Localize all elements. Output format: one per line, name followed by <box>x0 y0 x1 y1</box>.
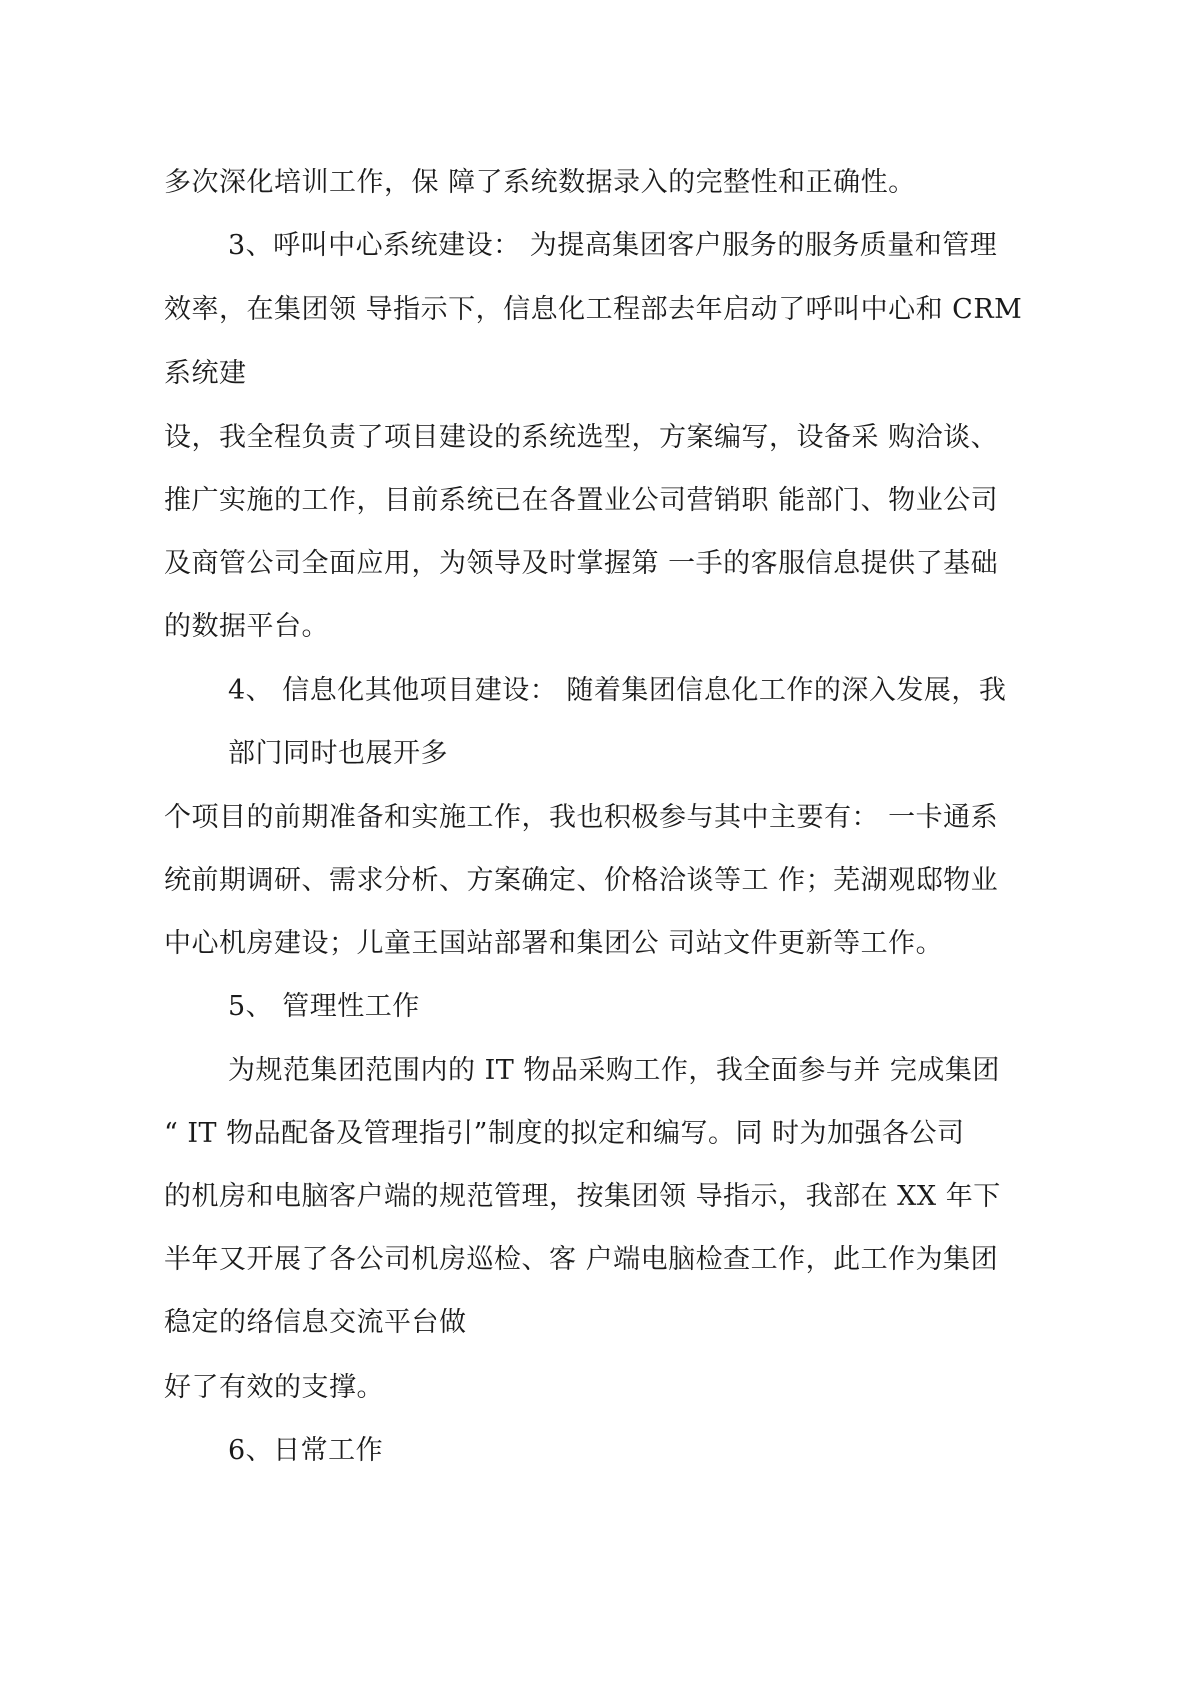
text-line: 稳定的络信息交流平台做 <box>164 1307 467 1338</box>
text-line: 半年又开展了各公司机房巡检、客 户端电脑检查工作，此工作为集团 <box>164 1244 999 1275</box>
text-line: “ IT 物品配备及管理指引”制度的拟定和编写。同 时为加强各公司 <box>164 1118 965 1149</box>
text-line: 3、呼叫中心系统建设： 为提高集团客户服务的服务质量和管理 <box>228 230 998 261</box>
text-line: 推广实施的工作，目前系统已在各置业公司营销职 能部门、物业公司 <box>164 485 999 516</box>
text-line: 4、 信息化其他项目建设： 随着集团信息化工作的深入发展，我 <box>228 675 1007 706</box>
text-line: 好了有效的支撑。 <box>164 1372 384 1403</box>
text-line: 中心机房建设；儿童王国站部署和集团公 司站文件更新等工作。 <box>164 928 944 959</box>
text-line: 个项目的前期准备和实施工作，我也积极参与其中主要有： 一卡通系 <box>164 802 999 833</box>
text-line: 系统建 <box>164 358 247 389</box>
text-line: 6、日常工作 <box>228 1435 384 1466</box>
text-line: 多次深化培训工作，保 障了系统数据录入的完整性和正确性。 <box>164 167 916 198</box>
text-line: 效率，在集团领 导指示下，信息化工程部去年启动了呼叫中心和 CRM <box>164 294 1023 325</box>
text-line: 的机房和电脑客户端的规范管理，按集团领 导指示，我部在 XX 年下 <box>164 1181 1001 1212</box>
text-line: 为规范集团范围内的 IT 物品采购工作，我全面参与并 完成集团 <box>228 1055 1000 1086</box>
text-line: 部门同时也展开多 <box>228 738 448 769</box>
text-line: 及商管公司全面应用，为领导及时掌握第 一手的客服信息提供了基础 <box>164 548 999 579</box>
text-line: 统前期调研、需求分析、方案确定、价格洽谈等工 作；芜湖观邸物业 <box>164 865 999 896</box>
text-line: 的数据平台。 <box>164 611 329 642</box>
text-line: 5、 管理性工作 <box>228 991 420 1022</box>
text-line: 设，我全程负责了项目建设的系统选型，方案编写，设备采 购洽谈、 <box>164 422 999 453</box>
